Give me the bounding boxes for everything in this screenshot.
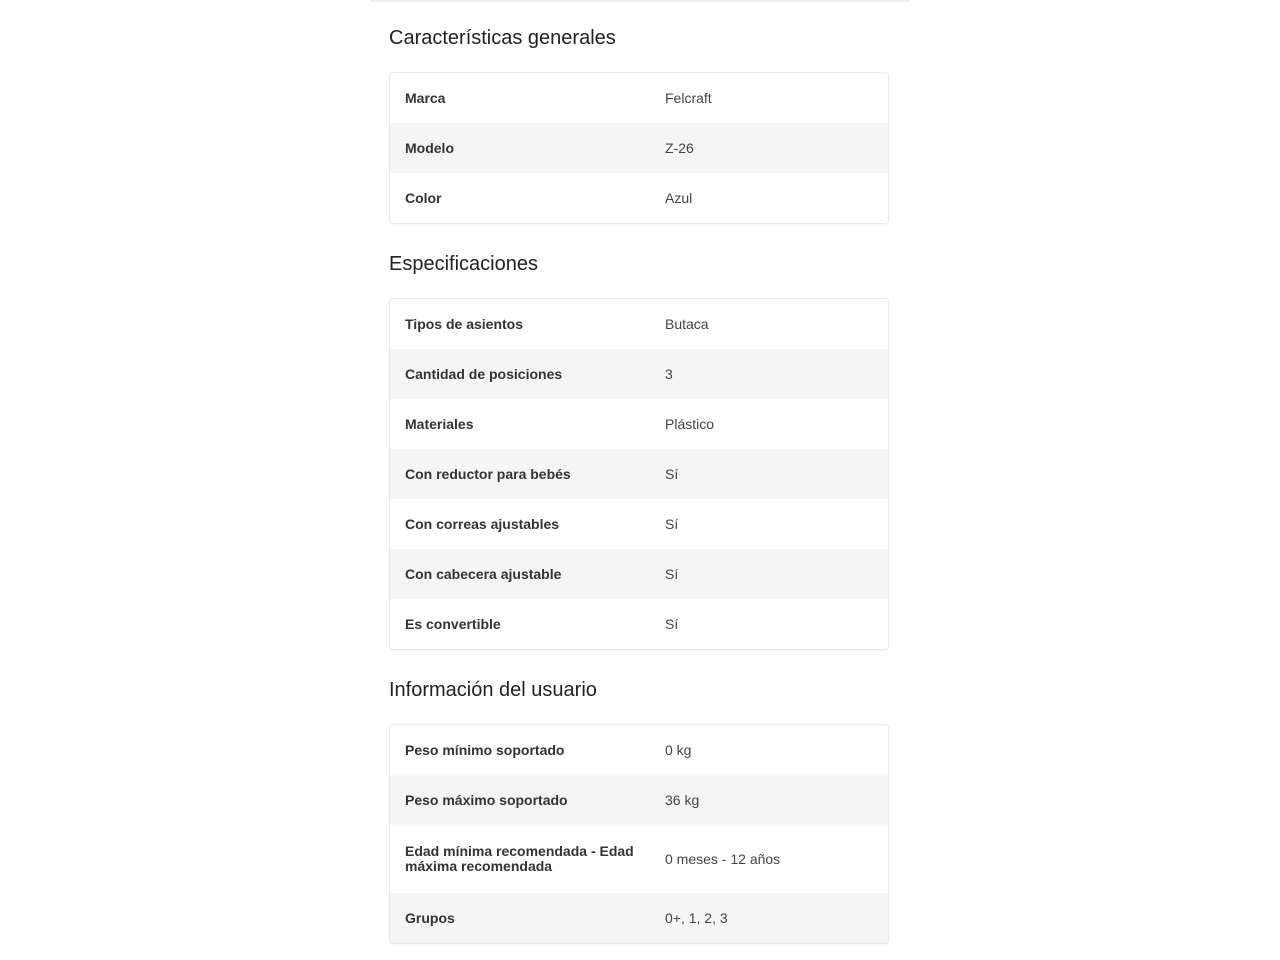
table-row [390, 123, 888, 173]
spec-key: Es convertible [405, 615, 501, 632]
spec-key: Modelo [405, 139, 454, 156]
section-title-user-info: Información del usuario [389, 679, 597, 701]
table-row [390, 599, 888, 649]
spec-value: 0+, 1, 2, 3 [665, 910, 728, 926]
spec-value: Sí [665, 566, 679, 582]
table-row [390, 299, 888, 349]
table-row [390, 825, 888, 893]
table-row [390, 399, 888, 449]
spec-value: Plástico [665, 416, 715, 432]
spec-value: 0 meses - 12 años [665, 851, 781, 867]
top-divider [370, 0, 910, 2]
spec-value: Felcraft [665, 90, 712, 106]
spec-value: Azul [665, 190, 693, 206]
table-row [390, 725, 888, 775]
spec-key: Cantidad de posiciones [405, 365, 563, 382]
specs-table-user-info [389, 724, 889, 944]
table-row [390, 893, 888, 943]
spec-key: Marca [405, 89, 446, 106]
spec-key: Con correas ajustables [405, 515, 560, 532]
spec-value: Sí [665, 466, 679, 482]
table-row [390, 775, 888, 825]
spec-value: Butaca [665, 316, 709, 332]
spec-value: Sí [665, 616, 679, 632]
spec-key: Tipos de asientos [405, 315, 523, 332]
spec-key: Peso mínimo soportado [405, 741, 565, 758]
table-row [390, 449, 888, 499]
specs-table-general [389, 72, 889, 224]
spec-value: 0 kg [665, 742, 692, 758]
section-title-general: Características generales [389, 27, 616, 49]
spec-key: Edad mínima recomendada - Edad máxima recomendada [405, 843, 634, 874]
spec-value: 36 kg [665, 792, 700, 808]
spec-key: Con reductor para bebés [405, 465, 571, 482]
section-title-specifications: Especificaciones [389, 253, 538, 275]
specs-table-specifications [389, 298, 889, 650]
spec-key: Con cabecera ajustable [405, 565, 562, 582]
table-row [390, 173, 888, 223]
spec-value: 3 [665, 366, 673, 382]
table-row [390, 499, 888, 549]
table-row [390, 349, 888, 399]
spec-key: Color [405, 189, 442, 206]
spec-value: Sí [665, 516, 679, 532]
table-row [390, 549, 888, 599]
spec-key: Materiales [405, 415, 474, 432]
table-row [390, 73, 888, 123]
spec-key: Peso máximo soportado [405, 791, 568, 808]
spec-key: Grupos [405, 909, 455, 926]
spec-value: Z-26 [665, 140, 694, 156]
